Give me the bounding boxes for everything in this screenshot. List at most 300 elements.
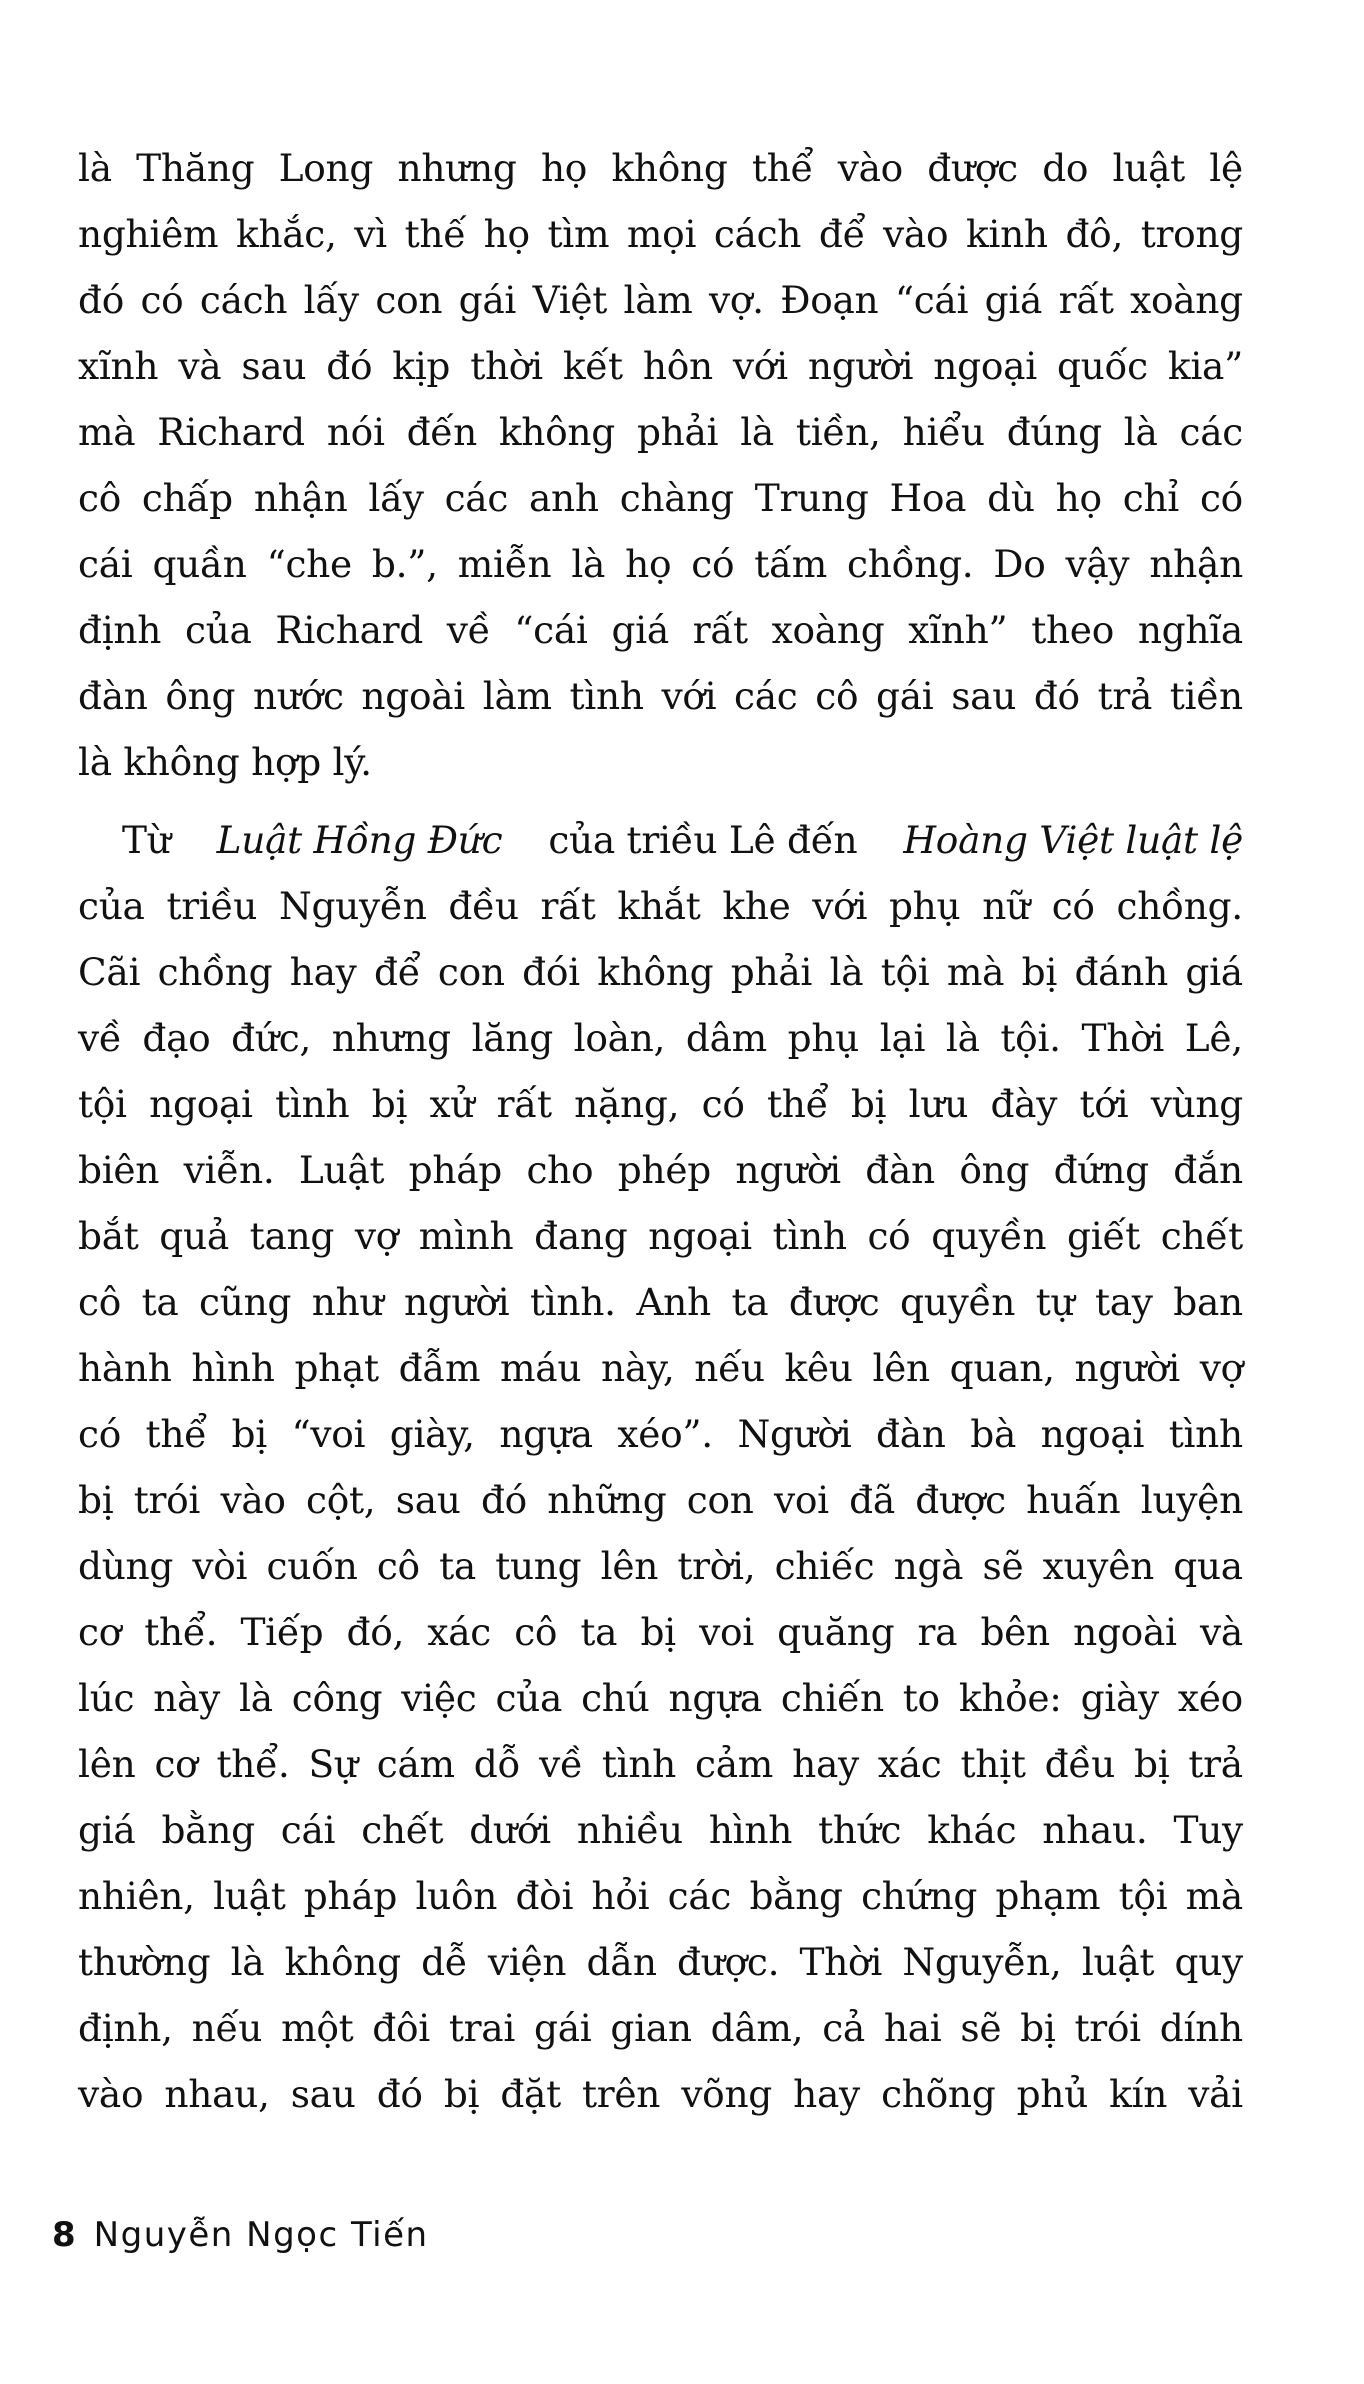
word: ngoài [361,674,465,718]
word: Tiếp [240,1610,324,1654]
word: Người [737,1412,852,1456]
word: quy [1174,1940,1243,1984]
word: hay [289,950,357,994]
word: phụ [787,1016,860,1060]
word: là [740,410,774,454]
word: là [571,542,606,586]
word: thể. [144,1610,218,1654]
word: cái [280,1808,336,1852]
word: đẫm [398,1346,481,1390]
text-line [78,1005,1243,1071]
word: rất [540,884,596,928]
word: chú [581,1676,650,1720]
word: giá [78,1808,136,1852]
text-line [78,1665,1243,1731]
word: gái [533,2006,592,2050]
word: có [140,278,184,322]
word: Trung [754,476,869,520]
word: Anh [636,1280,711,1324]
word: chiến [780,1676,884,1720]
word: giá [611,608,669,652]
word: giá [1185,950,1243,994]
word: Richard [275,608,423,652]
word: chồng [157,950,273,994]
word: đều [448,884,519,928]
word: tình [275,1082,350,1126]
word: chõng [881,2072,996,2116]
word: chồng. [847,542,974,586]
word: vào [837,146,903,190]
word: tung [495,1544,582,1588]
word: đã [849,1478,895,1522]
text-line-first [78,807,1243,873]
word: được [915,1478,1006,1522]
word: có [1051,884,1095,928]
word: nhận [1149,542,1243,586]
word: ngựa [668,1676,762,1720]
word: ngoại [648,1214,752,1258]
word: trói [1074,2006,1141,2050]
text-line [78,1731,1243,1797]
word: đàn [876,1412,946,1456]
word: ông [165,674,236,718]
word: khác [927,1808,1017,1852]
word: trả [1097,674,1153,718]
word: dâm [685,1016,767,1060]
word: “cái [514,608,588,652]
word: đạo [142,1016,211,1060]
word: nhưng [397,146,517,190]
word: chết [361,1808,444,1852]
word: vì [354,212,387,256]
word: vậy [1065,542,1130,586]
word: ông [959,1148,1030,1192]
word: tiền, [795,410,881,454]
word: tình [1168,1412,1243,1456]
text-line-last: là không hợp lý. [78,740,372,784]
word: và [1199,1610,1243,1654]
text-line [78,1797,1243,1863]
paragraph-2 [78,807,1243,2127]
word: các [734,674,798,718]
word: có [1199,476,1243,520]
word: như [311,1280,384,1324]
word: đức, [231,1016,312,1060]
word: rất [692,608,748,652]
word: bà [970,1412,1016,1456]
word: họ [1055,476,1102,520]
word: các [1179,410,1243,454]
word: với [661,674,717,718]
word: người [735,1148,841,1192]
text-run: của triều Lê đến [548,818,858,862]
word: pháp [408,1148,502,1192]
word: dính [1159,2006,1243,2050]
word: “voi [291,1412,366,1456]
text-line [78,2061,1243,2127]
word: voi [699,1610,754,1654]
word: đứng [1053,1148,1149,1192]
word: Nguyễn, [902,1940,1062,1984]
word: cũng [199,1280,292,1324]
paragraph-1 [78,135,1243,795]
word: tình. [529,1280,616,1324]
word: Luật [298,1148,385,1192]
word: được [927,146,1018,190]
word: xoàng [771,608,885,652]
word: nữ [982,884,1030,928]
text-line [78,531,1243,597]
word: xử [429,1082,475,1126]
word: nếu [694,1346,765,1390]
word: nói [326,410,385,454]
word: bị [371,1082,408,1126]
text-line [78,1533,1243,1599]
word: sẽ [960,2006,1002,2050]
word: nghĩa [1137,608,1243,652]
word: dỗ [473,1742,521,1786]
word: mà [78,410,136,454]
word: của [78,884,145,928]
word: vợ [1199,1346,1243,1390]
text-line [78,1599,1243,1665]
word: tay [1094,1280,1153,1324]
word: tấm [754,542,828,586]
word: chàng [619,476,734,520]
word: là [78,146,112,190]
word: lên [600,1544,659,1588]
word: do [1042,146,1089,190]
word: Lê, [1184,1016,1243,1060]
word: ta [141,1280,179,1324]
word: định, [78,2006,173,2050]
word: đó [78,278,124,322]
word: với [732,344,788,388]
word: thế [404,212,466,256]
word: tang [249,1214,335,1258]
word: nhau. [1042,1808,1148,1852]
word: lên [872,1346,930,1390]
word: tới [1079,1082,1129,1126]
word: con [437,950,505,994]
word: cột, [306,1478,376,1522]
word: và [178,344,222,388]
word: về [446,608,491,652]
word: cả [822,2006,865,2050]
word: này [153,1676,221,1720]
word: cô [514,1610,558,1654]
word: đặt [500,2072,561,2116]
word: các [667,1874,732,1918]
word: thức [818,1808,902,1852]
word: kinh [965,212,1048,256]
text-line [78,1335,1243,1401]
word: của [495,1676,563,1720]
word: lưu [908,1082,969,1126]
word: bắt [78,1214,139,1258]
word: phụ [888,884,961,928]
word: theo [1031,608,1114,652]
word: họ [540,146,588,190]
word: cô [78,476,121,520]
word: Sự [308,1742,358,1786]
word: Hoa [889,476,967,520]
word: nước [252,674,344,718]
word: luật [1112,146,1185,190]
word: xĩnh [78,344,159,388]
text-line [78,663,1243,729]
word: làm [482,674,552,718]
word: đánh [1074,950,1168,994]
word: có [701,1082,745,1126]
text-line [78,201,1243,267]
word: xuyên [1042,1544,1154,1588]
text-line [78,873,1243,939]
word: miễn [457,542,552,586]
word: bị [443,2072,480,2116]
word: ngựa [499,1412,593,1456]
word: mình [418,1214,514,1258]
word: hành [78,1346,172,1390]
word: cô [78,1280,121,1324]
word: bị [231,1412,267,1456]
word: nhận [253,476,348,520]
word: được [788,1280,880,1324]
text-line [78,399,1243,465]
word: cô [815,674,859,718]
word: đô, [1065,212,1124,256]
word: đúng [1006,410,1102,454]
text-line [78,1467,1243,1533]
word: rất [1058,278,1114,322]
author-name: Nguyễn Ngọc Tiến [93,2215,429,2255]
word: thể [767,1082,829,1126]
word: là [1123,410,1158,454]
word: bị [1020,2006,1056,2050]
word: đòi [515,1874,574,1918]
word: rất [496,1082,552,1126]
word: xác [877,1742,942,1786]
law-title-hong-duc: Luật Hồng Đức [216,818,503,862]
word: dẫn [586,1940,657,1984]
word: kịp [392,344,451,388]
word: xéo [1177,1676,1243,1720]
word: những [547,1478,667,1522]
word: cảm [695,1742,774,1786]
word: mà [946,950,1005,994]
word: công [291,1676,383,1720]
word: người [403,1280,510,1324]
word: thường [78,1940,211,1984]
word: giá [984,278,1043,322]
word: luôn [415,1874,498,1918]
word: dễ [421,1940,468,1984]
word: đến [406,410,477,454]
word: tội [78,1082,127,1126]
word: cám [376,1742,455,1786]
word: dưới [469,1808,551,1852]
word: chết [1160,1214,1243,1258]
word: là [945,1016,980,1060]
word: ngoài [1073,1610,1177,1654]
word: lệ [1209,146,1243,190]
word: tình [772,1214,847,1258]
word: quần [152,542,247,586]
text-line [78,1203,1243,1269]
word: ban [1173,1280,1243,1324]
word: hỏi [591,1874,650,1918]
word: cho [526,1148,594,1192]
text-line [78,1863,1243,1929]
word: nặng, [574,1082,680,1126]
word: ngà [893,1544,964,1588]
word: một [281,2006,354,2050]
text-line [78,1401,1243,1467]
word: bị [78,1478,114,1522]
word: lại [879,1016,926,1060]
word: quyền [900,1280,1016,1324]
word: ta [580,1610,618,1654]
word: người [1074,1346,1180,1390]
word: cơ [78,1610,121,1654]
word: giày [1080,1676,1159,1720]
word: đó [1033,674,1080,718]
word: luật [213,1874,286,1918]
word: vào [220,1478,286,1522]
word: phạt [294,1346,379,1390]
word: voi [773,1478,829,1522]
text-line [78,267,1243,333]
word: dâm, [710,2006,804,2050]
word: tội [1118,1874,1168,1918]
word: tự [1035,1280,1075,1324]
word: này, [601,1346,675,1390]
word: đàn [865,1148,935,1192]
word: đều [1044,1742,1115,1786]
word: viện [487,1940,567,1984]
word: con [686,1478,754,1522]
word: trai [448,2006,516,2050]
word: đói [522,950,580,994]
word: người [807,344,914,388]
word: con [375,278,443,322]
word: “che [266,542,352,586]
word: hay [793,2072,860,2116]
word: bị [640,1610,676,1654]
word: luyện [1140,1478,1243,1522]
word: nếu [191,2006,263,2050]
word: máu [500,1346,582,1390]
word: Tuy [1173,1808,1243,1852]
word: vùng [1150,1082,1243,1126]
word: vợ [354,1214,398,1258]
word: thể [751,146,814,190]
page-footer [52,2215,429,2255]
word: Thời [1081,1016,1165,1060]
word: luật [1081,1940,1155,1984]
word: thể [145,1412,207,1456]
word: các [444,476,509,520]
word: gái [458,278,517,322]
word: cuốn [266,1544,358,1588]
word: hai [883,2006,942,2050]
word: nhiên, [78,1874,195,1918]
word: tội [880,950,930,994]
word: định [78,608,162,652]
word: cái [78,542,133,586]
word: nhiều [576,1808,683,1852]
word: pháp [303,1874,398,1918]
word: trong [1140,212,1243,256]
word: ngoại [933,344,1037,388]
page-number: 8 [52,2215,76,2255]
word: cơ [154,1742,198,1786]
word: kia” [1167,344,1243,388]
word: dùng [78,1544,174,1588]
text-run: Từ [122,818,171,862]
word: qua [1173,1544,1243,1588]
text-line [78,1995,1243,2061]
word: gian [610,2006,692,2050]
word: ngoại [149,1082,253,1126]
word: đôi [372,2006,430,2050]
word: vợ. [709,278,764,322]
word: cô [376,1544,420,1588]
word: việc [401,1676,477,1720]
word: đang [534,1214,628,1258]
word: của [184,608,252,652]
word: gái [876,674,934,718]
word: về [539,1742,583,1786]
word: xoàng [1130,278,1243,322]
word: Việt [532,278,608,322]
word: bị [850,1082,887,1126]
word: sau [290,2072,356,2116]
word: cách [199,278,288,322]
word: anh [528,476,599,520]
word: là [230,1940,265,1984]
word: viễn. [183,1148,275,1192]
word: phạm [995,1874,1101,1918]
word: bị [1021,950,1058,994]
word: lấy [303,278,359,322]
word: quyền [931,1214,1047,1258]
word: mọi [626,212,697,256]
word: bên [980,1610,1050,1654]
word: chỉ [1122,476,1179,520]
word: xĩnh” [908,608,1008,652]
word: quốc [1056,344,1148,388]
word: mà [1185,1874,1243,1918]
word: Thời [799,1940,883,1984]
word: kêu [784,1346,853,1390]
word: nhưng [331,1016,451,1060]
word: quăng [777,1610,895,1654]
word: lúc [78,1676,135,1720]
word: chồng. [1116,884,1243,928]
word: cách [713,212,802,256]
word: ta [439,1544,476,1588]
word: quả [159,1214,229,1258]
text-line [78,939,1243,1005]
word: trời, [677,1544,756,1588]
word: Cãi [78,950,141,994]
text-line [78,597,1243,663]
word: không [498,410,615,454]
word: “cái [894,278,969,322]
word: họ [625,542,672,586]
text-line [78,1071,1243,1137]
